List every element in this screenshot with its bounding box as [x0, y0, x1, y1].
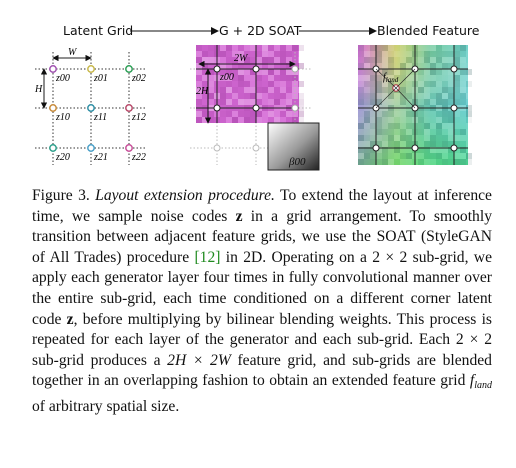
latent-label-z01: z01 — [94, 73, 108, 84]
latent-node-soat — [214, 145, 220, 151]
latent-node-z20 — [50, 145, 56, 151]
latent-grid-panel — [34, 47, 146, 165]
panel-title-soat: G + 2D SOAT — [219, 23, 302, 38]
latent-node-soat — [253, 145, 259, 151]
blended-feature-panel — [358, 45, 472, 165]
latent-label-z20: z20 — [56, 152, 70, 163]
caption-title: Layout extension procedure. — [95, 187, 275, 204]
caption-text-1: To extend the layout at inference time, we sample noise codes — [32, 187, 492, 225]
latent-node-soat — [292, 105, 298, 111]
latent-code-z: z — [66, 310, 74, 328]
latent-node-soat — [214, 105, 220, 111]
latent-label-z22: z22 — [132, 152, 146, 163]
latent-node-z10 — [50, 105, 56, 111]
panel-title-latent-grid: Latent Grid — [63, 23, 134, 38]
latent-label-z02: z02 — [132, 73, 146, 84]
caption-text-3: in 2D. Operating on a 2 × 2 sub-grid, we apply each generator layer four times in fully convolutional manner over the entire sub-grid, each time conditioned on a different corner latent code — [32, 248, 492, 328]
latent-node-z11 — [88, 105, 94, 111]
height-label-h: H — [35, 84, 43, 95]
caption-text-6: of arbitrary spatial size. — [32, 397, 180, 415]
f-land-label: $f_{land}$ — [383, 72, 399, 84]
latent-node-z12 — [126, 105, 132, 111]
caption-text-5: feature grid, and sub-grids are blended together in an overlapping fashion to obtain an extended feature grid — [32, 351, 492, 390]
beta-label: β00 — [289, 156, 306, 168]
latent-node-soat — [292, 66, 298, 72]
width-label-w: W — [68, 47, 77, 58]
height-label-2h: 2H — [196, 86, 209, 97]
figure-caption — [32, 186, 492, 418]
width-label-2w: 2W — [234, 53, 248, 64]
latent-label-z21: z21 — [94, 152, 108, 163]
caption-text-4: , before multiplying by bilinear blending weights. This process is repeated for each layer of the generator and each sub-grid. Each 2 × 2 sub-grid produces a — [32, 310, 492, 369]
noise-code-z: z — [235, 207, 243, 225]
latent-label-z12: z12 — [132, 112, 146, 123]
figure-label: Figure 3. — [32, 187, 90, 204]
feature-grid-size: 2H × 2W — [167, 351, 231, 369]
latent-node-z21 — [88, 145, 94, 151]
f-land-symbol: $f_{land}$ — [469, 372, 492, 392]
latent-node-soat — [253, 66, 259, 72]
soat-panel — [190, 45, 319, 170]
latent-node-z01 — [88, 66, 94, 72]
latent-node-z00 — [50, 66, 56, 72]
panel-title-blended-feature: Blended Feature — [377, 23, 480, 38]
soat-z00-label: z00 — [220, 72, 234, 83]
latent-label-z10: z10 — [56, 112, 70, 123]
latent-label-z11: z11 — [94, 112, 108, 123]
latent-label-z00: z00 — [56, 73, 70, 84]
citation-link[interactable]: [12] — [194, 248, 221, 266]
latent-node-soat — [253, 105, 259, 111]
latent-node-z02 — [126, 66, 132, 72]
caption-text-2: in a grid arrangement. To smoothly transition between adjacent feature grids, we use the SOAT (StyleGAN of All Trades) procedure — [32, 207, 492, 266]
latent-node-z22 — [126, 145, 132, 151]
